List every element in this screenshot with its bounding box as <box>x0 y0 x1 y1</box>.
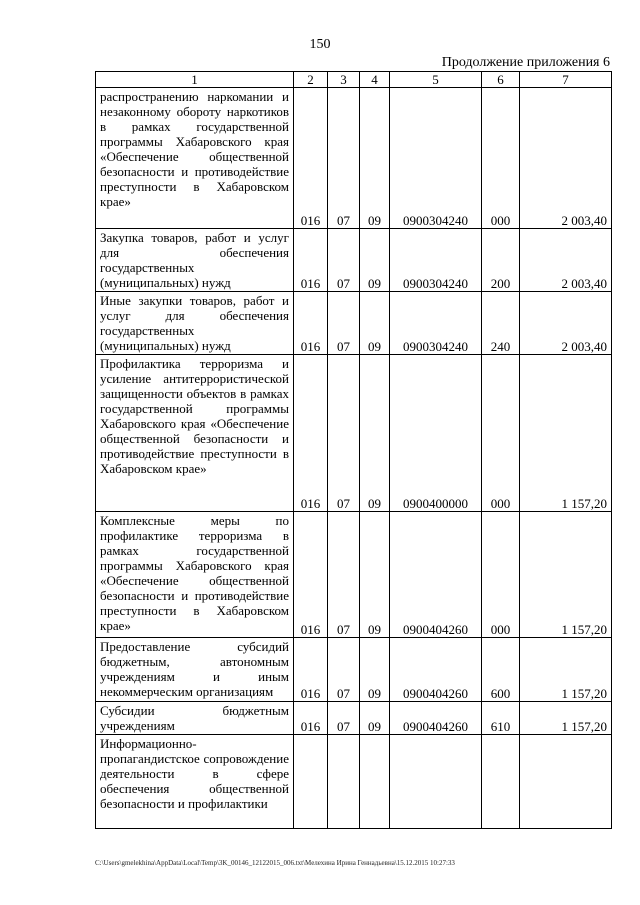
expense-type-cell: 610 <box>482 702 520 735</box>
target-article-cell: 0900404260 <box>390 702 482 735</box>
page-number: 150 <box>309 37 331 52</box>
ministry-code-cell: 016 <box>294 702 328 735</box>
section-cell: 07 <box>328 702 360 735</box>
table-row <box>96 292 612 355</box>
column-header: 5 <box>390 72 482 88</box>
subsection-cell: 09 <box>360 88 390 229</box>
section-cell: 07 <box>328 88 360 229</box>
table-row <box>96 512 612 638</box>
table-row <box>96 702 612 735</box>
ministry-code-cell: 016 <box>294 512 328 638</box>
expense-type-cell: 240 <box>482 292 520 355</box>
expense-type-cell: 000 <box>482 355 520 512</box>
column-header: 6 <box>482 72 520 88</box>
item-name-cell: Информационно-пропагандистское сопровождение деятельности в сфере обеспечения общественной безопасности и профилактики <box>96 735 294 829</box>
section-cell: 07 <box>328 638 360 702</box>
subsection-cell: 09 <box>360 702 390 735</box>
subsection-cell <box>360 735 390 829</box>
expense-type-cell: 200 <box>482 229 520 292</box>
item-name-cell: Субсидии бюджетным учреждениям <box>96 702 294 735</box>
expense-type-cell: 000 <box>482 88 520 229</box>
item-name-cell: Комплексные меры по профилактике терроризма в рамках государственной программы Хабаровского края «Обеспечение общественной безопасности и противодействие преступности в Хабаровском крае» <box>96 512 294 638</box>
item-name-cell: распространению наркомании и незаконному обороту наркотиков в рамках государственной программы Хабаровского края «Обеспечение общественной безопасности и противодействие преступности в Хабаровском крае» <box>96 88 294 229</box>
expense-type-cell <box>482 735 520 829</box>
item-name-cell: Профилактика терроризма и усиление антитеррористической защищенности объектов в рамках государственной программы Хабаровского края «Обеспечение общественной безопасности и противодействие преступности в Хабаровском крае» <box>96 355 294 512</box>
ministry-code-cell <box>294 735 328 829</box>
ministry-code-cell: 016 <box>294 292 328 355</box>
table-row <box>96 88 612 229</box>
amount-cell <box>520 735 612 829</box>
column-header: 2 <box>294 72 328 88</box>
column-header: 3 <box>328 72 360 88</box>
budget-table <box>95 71 612 829</box>
expense-type-cell: 000 <box>482 512 520 638</box>
column-header: 1 <box>96 72 294 88</box>
section-cell: 07 <box>328 229 360 292</box>
amount-cell: 1 157,20 <box>520 355 612 512</box>
target-article-cell: 0900304240 <box>390 292 482 355</box>
target-article-cell: 0900304240 <box>390 88 482 229</box>
item-name-cell: Закупка товаров, работ и услуг для обеспечения государственных (муниципальных) нужд <box>96 229 294 292</box>
amount-cell: 1 157,20 <box>520 638 612 702</box>
table-header-row <box>96 72 612 88</box>
target-article-cell: 0900404260 <box>390 512 482 638</box>
section-cell <box>328 735 360 829</box>
table-row <box>96 638 612 702</box>
ministry-code-cell: 016 <box>294 638 328 702</box>
column-header: 7 <box>520 72 612 88</box>
table-row <box>96 735 612 829</box>
table-row <box>96 355 612 512</box>
column-header: 4 <box>360 72 390 88</box>
expense-type-cell: 600 <box>482 638 520 702</box>
target-article-cell: 0900400000 <box>390 355 482 512</box>
file-path-footer: C:\Users\gmelekhina\AppData\Local\Temp\3K_00146_12122015_006.txt\Мелехина Ирина Геннадьевна\15.12.2015 10:27:33 <box>95 859 455 867</box>
section-cell: 07 <box>328 355 360 512</box>
amount-cell: 2 003,40 <box>520 229 612 292</box>
ministry-code-cell: 016 <box>294 229 328 292</box>
target-article-cell: 0900304240 <box>390 229 482 292</box>
subsection-cell: 09 <box>360 292 390 355</box>
target-article-cell <box>390 735 482 829</box>
subsection-cell: 09 <box>360 355 390 512</box>
amount-cell: 2 003,40 <box>520 292 612 355</box>
amount-cell: 2 003,40 <box>520 88 612 229</box>
subsection-cell: 09 <box>360 229 390 292</box>
item-name-cell: Иные закупки товаров, работ и услуг для обеспечения государственных (муниципальных) нужд <box>96 292 294 355</box>
subsection-cell: 09 <box>360 512 390 638</box>
appendix-continuation-label: Продолжение приложения 6 <box>441 55 610 70</box>
target-article-cell: 0900404260 <box>390 638 482 702</box>
subsection-cell: 09 <box>360 638 390 702</box>
ministry-code-cell: 016 <box>294 88 328 229</box>
amount-cell: 1 157,20 <box>520 512 612 638</box>
ministry-code-cell: 016 <box>294 355 328 512</box>
amount-cell: 1 157,20 <box>520 702 612 735</box>
section-cell: 07 <box>328 512 360 638</box>
table-row <box>96 229 612 292</box>
section-cell: 07 <box>328 292 360 355</box>
item-name-cell: Предоставление субсидий бюджетным, автономным учреждениям и иным некоммерческим организациям <box>96 638 294 702</box>
